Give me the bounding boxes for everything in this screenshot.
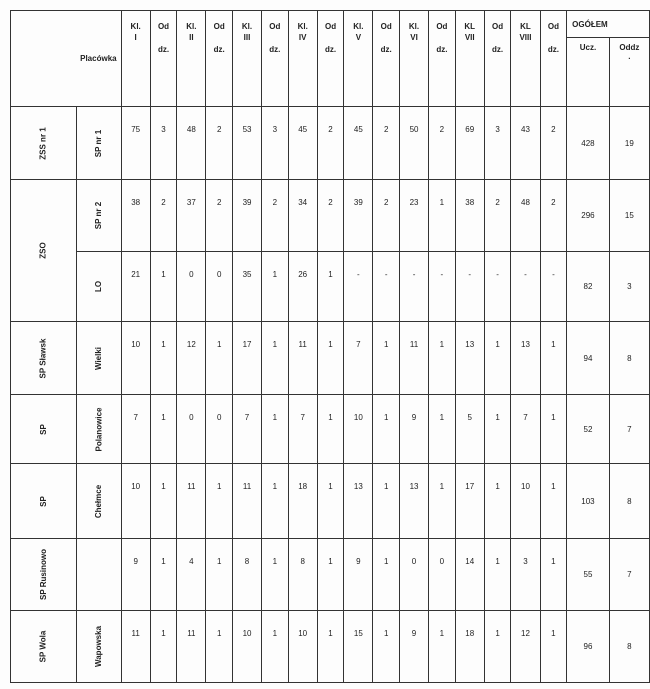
value-cell: 8 (288, 539, 317, 611)
total-students-cell: 103 (567, 464, 610, 539)
total-students-cell: 94 (567, 322, 610, 395)
dz-label: dz. (436, 45, 448, 54)
value-cell: 9 (399, 611, 428, 683)
class-label: Kl. (297, 22, 308, 31)
total-branches-cell: 8 (609, 611, 649, 683)
class-label: Kl. (130, 22, 141, 31)
value-cell: 1 (429, 395, 456, 464)
dz-label: dz. (492, 45, 504, 54)
value-cell: 48 (511, 180, 540, 252)
value-cell: 2 (262, 180, 289, 252)
sub-lo-label-cell (76, 252, 121, 322)
oddz-dot: . (628, 52, 631, 61)
od-label: Od (269, 22, 281, 31)
total-branches-cell: 15 (609, 180, 649, 252)
oddzialy-header (484, 11, 511, 107)
value-cell: 12 (177, 322, 206, 395)
value-cell: 2 (540, 180, 567, 252)
total-students-cell: 55 (567, 539, 610, 611)
value-cell: 3 (484, 107, 511, 180)
table-row (11, 611, 650, 683)
sub-sp-nr2-label: SP nr 2 (94, 201, 104, 230)
value-cell: - (511, 252, 540, 322)
value-cell: 2 (317, 107, 344, 180)
value-cell: 39 (232, 180, 261, 252)
uczniowie-header: Ucz. (567, 38, 610, 107)
value-cell: 1 (150, 464, 177, 539)
class-header (511, 11, 540, 107)
group-zso-label-cell (11, 180, 77, 322)
total-students-cell: 52 (567, 395, 610, 464)
value-cell: 1 (262, 539, 289, 611)
group-sp-polanowice-label-cell (11, 395, 77, 464)
value-cell: 1 (150, 322, 177, 395)
group-sp-chelmce-label-cell (11, 464, 77, 539)
value-cell: 10 (511, 464, 540, 539)
value-cell: 1 (373, 464, 400, 539)
value-cell: 11 (177, 464, 206, 539)
value-cell: 13 (455, 322, 484, 395)
value-cell: 0 (177, 395, 206, 464)
value-cell: 11 (232, 464, 261, 539)
value-cell: 3 (511, 539, 540, 611)
total-branches-cell: 8 (609, 464, 649, 539)
value-cell: 1 (206, 539, 233, 611)
oddzialy-total-header (609, 38, 649, 107)
value-cell: 9 (344, 539, 373, 611)
value-cell: 7 (511, 395, 540, 464)
value-cell: - (484, 252, 511, 322)
value-cell: 17 (232, 322, 261, 395)
value-cell: 39 (344, 180, 373, 252)
value-cell: 75 (121, 107, 150, 180)
value-cell: 7 (344, 322, 373, 395)
class-numeral: I (134, 33, 137, 42)
class-label: KL (520, 22, 531, 31)
value-cell: 7 (232, 395, 261, 464)
value-cell: 2 (373, 180, 400, 252)
value-cell: 9 (121, 539, 150, 611)
od-label: Od (380, 22, 392, 31)
value-cell: - (455, 252, 484, 322)
value-cell: 35 (232, 252, 261, 322)
value-cell: 10 (121, 322, 150, 395)
value-cell: 0 (429, 539, 456, 611)
class-header (344, 11, 373, 107)
value-cell: 12 (511, 611, 540, 683)
class-header (399, 11, 428, 107)
oddzialy-header (540, 11, 567, 107)
value-cell: 0 (206, 252, 233, 322)
school-statistics-table (10, 10, 650, 683)
value-cell: 45 (288, 107, 317, 180)
value-cell: 9 (399, 395, 428, 464)
dz-label: dz. (547, 45, 559, 54)
value-cell: 13 (511, 322, 540, 395)
value-cell: - (399, 252, 428, 322)
value-cell: 2 (317, 180, 344, 252)
value-cell: - (373, 252, 400, 322)
value-cell: 14 (455, 539, 484, 611)
value-cell: 10 (344, 395, 373, 464)
oddzialy-header (262, 11, 289, 107)
sub-polanowice-label-cell (76, 395, 121, 464)
total-students-cell: 82 (567, 252, 610, 322)
od-label: Od (213, 22, 225, 31)
value-cell: 50 (399, 107, 428, 180)
dz-label: dz. (157, 45, 170, 54)
total-students-cell: 428 (567, 107, 610, 180)
empty-sub-label-cell (76, 539, 121, 611)
value-cell: 1 (373, 395, 400, 464)
value-cell: 1 (484, 611, 511, 683)
value-cell: 13 (344, 464, 373, 539)
value-cell: 1 (317, 252, 344, 322)
group-sp-wola-label: SP Wola (38, 630, 48, 663)
value-cell: 21 (121, 252, 150, 322)
oddzialy-header (206, 11, 233, 107)
value-cell: 1 (206, 322, 233, 395)
class-header (455, 11, 484, 107)
value-cell: 10 (232, 611, 261, 683)
group-sp-rusinowo-label: SP Rusinowo (38, 549, 48, 600)
value-cell: 69 (455, 107, 484, 180)
value-cell: 38 (455, 180, 484, 252)
sub-wielki-label-cell (76, 322, 121, 395)
sub-chelmce-label: Chełmce (94, 484, 104, 518)
class-numeral: IV (298, 33, 307, 42)
value-cell: 34 (288, 180, 317, 252)
value-cell: 1 (206, 464, 233, 539)
value-cell: 3 (150, 107, 177, 180)
value-cell: 7 (121, 395, 150, 464)
total-branches-cell: 7 (609, 395, 649, 464)
group-sp-slawsk-label-cell (11, 322, 77, 395)
group-zso-label: ZSO (38, 242, 48, 259)
value-cell: - (540, 252, 567, 322)
value-cell: 1 (429, 611, 456, 683)
total-branches-cell: 3 (609, 252, 649, 322)
od-label: Od (436, 22, 448, 31)
value-cell: 1 (429, 464, 456, 539)
class-numeral: VII (464, 33, 475, 42)
class-header (121, 11, 150, 107)
value-cell: 1 (373, 322, 400, 395)
class-header (177, 11, 206, 107)
class-numeral: V (355, 33, 362, 42)
value-cell: 1 (317, 322, 344, 395)
value-cell: 2 (206, 107, 233, 180)
sub-sp-nr2-label-cell (76, 180, 121, 252)
value-cell: 1 (150, 395, 177, 464)
od-label: Od (492, 22, 504, 31)
dz-label: dz. (324, 45, 337, 54)
class-numeral: III (243, 33, 251, 42)
value-cell: 2 (150, 180, 177, 252)
value-cell: 8 (232, 539, 261, 611)
value-cell: 1 (484, 539, 511, 611)
oddzialy-header (150, 11, 177, 107)
value-cell: 10 (288, 611, 317, 683)
table-row (11, 322, 650, 395)
table-row (11, 395, 650, 464)
oddz-label: Oddz (619, 43, 640, 52)
total-branches-cell: 19 (609, 107, 649, 180)
value-cell: 2 (206, 180, 233, 252)
value-cell: 23 (399, 180, 428, 252)
value-cell: 1 (373, 611, 400, 683)
value-cell: 2 (429, 107, 456, 180)
group-sp-slawsk-label: SP Sławsk (38, 338, 48, 378)
sub-sp-nr1-label-cell (76, 107, 121, 180)
value-cell: 1 (540, 539, 567, 611)
od-label: Od (157, 22, 170, 31)
value-cell: 1 (540, 611, 567, 683)
value-cell: 5 (455, 395, 484, 464)
value-cell: 1 (317, 464, 344, 539)
sub-wielki-label: Wielki (94, 346, 104, 370)
value-cell: 1 (262, 395, 289, 464)
class-numeral: VIII (519, 33, 532, 42)
value-cell: 1 (317, 611, 344, 683)
value-cell: 11 (177, 611, 206, 683)
table-row (11, 107, 650, 180)
value-cell: 15 (344, 611, 373, 683)
sub-sp-nr1-label: SP nr 1 (94, 129, 104, 157)
value-cell: 2 (373, 107, 400, 180)
value-cell: 0 (206, 395, 233, 464)
oddzialy-header (317, 11, 344, 107)
value-cell: 1 (150, 252, 177, 322)
value-cell: 26 (288, 252, 317, 322)
sub-wapowska-label-cell (76, 611, 121, 683)
group-sp-polanowice-label: SP (38, 423, 48, 435)
value-cell: 1 (150, 539, 177, 611)
group-sp-chelmce-label: SP (38, 495, 48, 507)
ogolem-header: OGÓŁEM (567, 11, 650, 38)
class-numeral: II (189, 33, 194, 42)
value-cell: 13 (399, 464, 428, 539)
value-cell: 0 (399, 539, 428, 611)
value-cell: 11 (399, 322, 428, 395)
dz-label: dz. (269, 45, 281, 54)
value-cell: 4 (177, 539, 206, 611)
value-cell: 1 (540, 322, 567, 395)
value-cell: 18 (455, 611, 484, 683)
group-sp-wola-label-cell (11, 611, 77, 683)
value-cell: 1 (540, 464, 567, 539)
value-cell: - (344, 252, 373, 322)
value-cell: 0 (177, 252, 206, 322)
class-label: Kl. (186, 22, 197, 31)
value-cell: 10 (121, 464, 150, 539)
table-row (11, 180, 650, 252)
value-cell: 7 (288, 395, 317, 464)
dz-label: dz. (380, 45, 392, 54)
value-cell: 38 (121, 180, 150, 252)
group-zss-label: ZSS nr 1 (38, 126, 48, 160)
class-header (232, 11, 261, 107)
value-cell: 1 (429, 180, 456, 252)
value-cell: 43 (511, 107, 540, 180)
value-cell: 1 (150, 611, 177, 683)
value-cell: 11 (288, 322, 317, 395)
value-cell: 1 (262, 464, 289, 539)
value-cell: 2 (540, 107, 567, 180)
table-row (11, 464, 650, 539)
total-students-cell: 296 (567, 180, 610, 252)
od-label: Od (547, 22, 559, 31)
value-cell: 1 (484, 395, 511, 464)
oddzialy-header (373, 11, 400, 107)
value-cell: 1 (206, 611, 233, 683)
class-numeral: VI (410, 33, 418, 42)
class-label: Kl. (408, 22, 420, 31)
table-row (11, 539, 650, 611)
value-cell: 45 (344, 107, 373, 180)
value-cell: 1 (429, 322, 456, 395)
value-cell: 48 (177, 107, 206, 180)
value-cell: 1 (484, 322, 511, 395)
total-students-cell: 96 (567, 611, 610, 683)
value-cell: 53 (232, 107, 261, 180)
value-cell: 1 (317, 395, 344, 464)
sub-lo-label: LO (94, 280, 104, 293)
group-sp-rusinowo-label-cell (11, 539, 77, 611)
dz-label: dz. (213, 45, 225, 54)
value-cell: 11 (121, 611, 150, 683)
sub-wapowska-label: Wapowska (94, 625, 104, 668)
value-cell: - (429, 252, 456, 322)
value-cell: 37 (177, 180, 206, 252)
value-cell: 1 (484, 464, 511, 539)
value-cell: 1 (262, 322, 289, 395)
od-label: Od (324, 22, 337, 31)
value-cell: 2 (484, 180, 511, 252)
placowka-header: Placówka (11, 11, 122, 107)
value-cell: 17 (455, 464, 484, 539)
value-cell: 1 (262, 252, 289, 322)
class-label: KL (464, 22, 476, 31)
value-cell: 1 (373, 539, 400, 611)
class-label: Kl. (241, 22, 253, 31)
value-cell: 1 (262, 611, 289, 683)
sub-polanowice-label: Polanowice (94, 406, 104, 452)
total-branches-cell: 8 (609, 322, 649, 395)
value-cell: 3 (262, 107, 289, 180)
table-row (11, 252, 650, 322)
group-zss-label-cell (11, 107, 77, 180)
sub-chelmce-label-cell (76, 464, 121, 539)
oddzialy-header (429, 11, 456, 107)
total-branches-cell: 7 (609, 539, 649, 611)
value-cell: 1 (540, 395, 567, 464)
class-header (288, 11, 317, 107)
class-label: Kl. (353, 22, 364, 31)
value-cell: 1 (317, 539, 344, 611)
value-cell: 18 (288, 464, 317, 539)
